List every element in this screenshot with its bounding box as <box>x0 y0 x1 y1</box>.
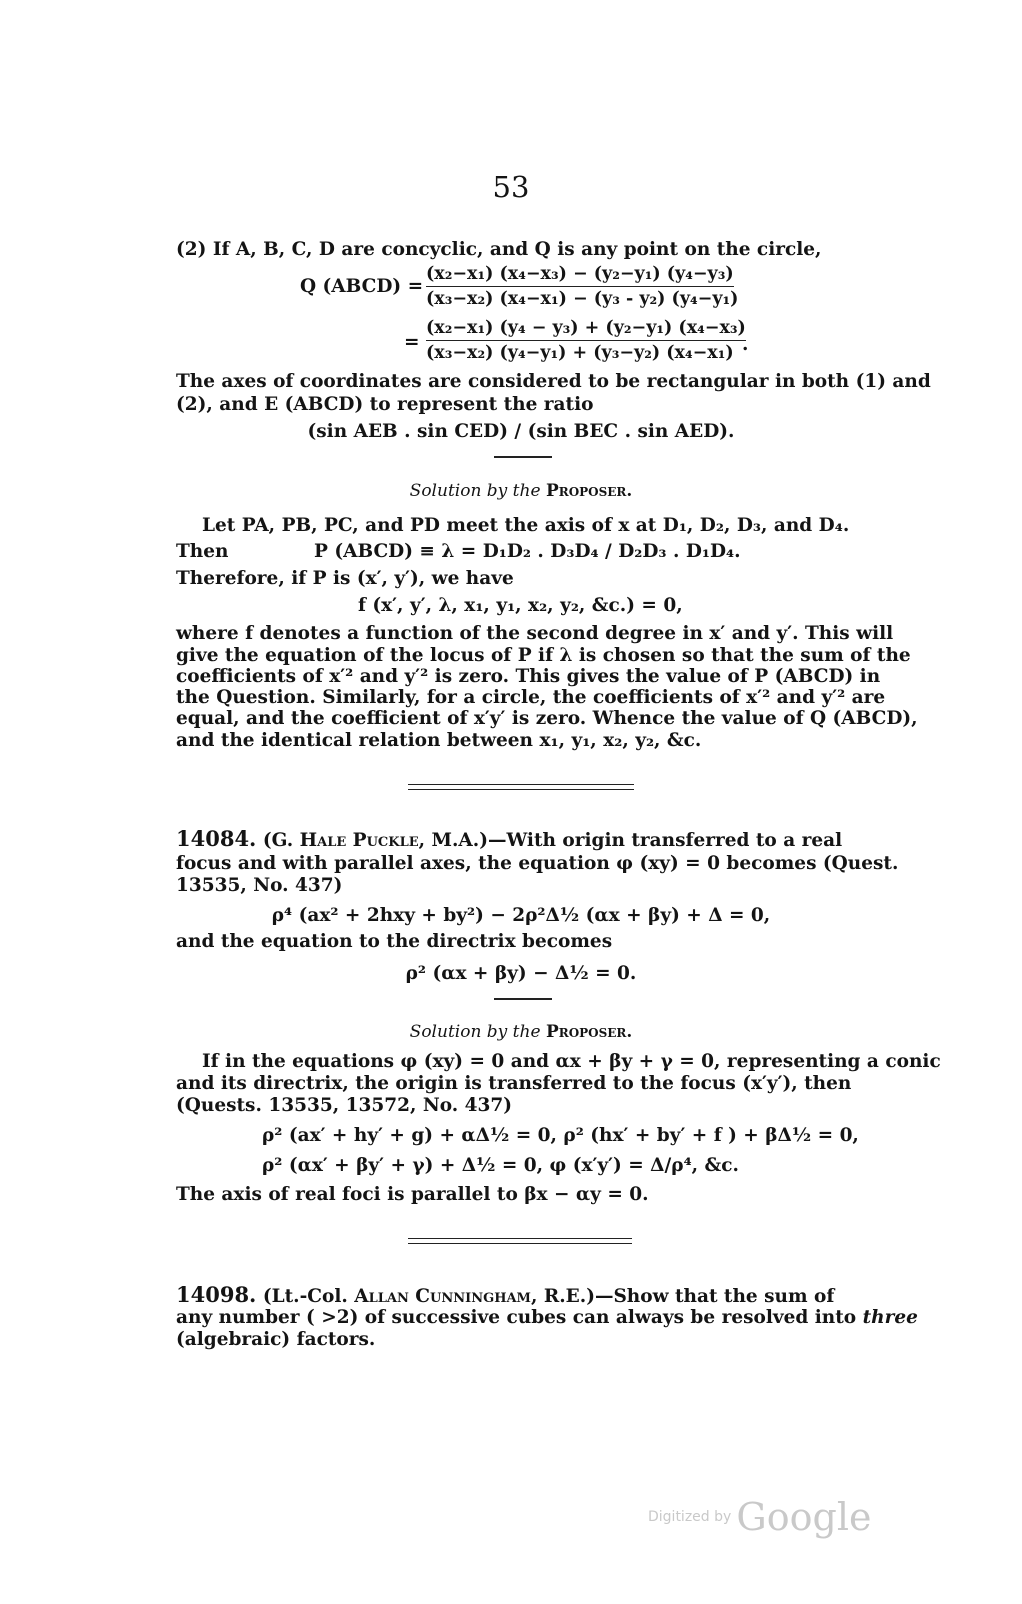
separator-rule-1b <box>408 789 634 790</box>
author-suffix: , R.E.)—Show that the sum of <box>530 1286 835 1307</box>
fraction-2-numerator: (x₂−x₁) (y₄ − y₃) + (y₂−y₁) (x₄−x₃) <box>426 318 746 341</box>
question-number-14084: 14084. <box>176 826 257 851</box>
short-rule-2 <box>494 998 552 1000</box>
solution-1-line-3: Therefore, if P is (x′, y′), we have <box>176 568 514 589</box>
question-14084-line-2: focus and with parallel axes, the equation φ (xy) = 0 becomes (Quest. <box>176 853 899 874</box>
solution-1-line-1: Let PA, PB, PC, and PD meet the axis of x at D₁, D₂, D₃, and D₄. <box>202 515 850 536</box>
author-name: Hale Puckle <box>299 830 419 851</box>
q-lhs: Q (ABCD) = <box>300 276 424 297</box>
question-14084-line-3: 13535, No. 437) <box>176 875 343 896</box>
end-dot: . <box>742 334 749 355</box>
part2-intro: (2) If A, B, C, D are concyclic, and Q is any point on the circle, <box>176 239 822 260</box>
solution-heading-proposer: Proposer. <box>545 481 633 501</box>
ratio-formula: (sin AEB . sin CED) / (sin BEC . sin AED). <box>307 421 735 442</box>
solution-1-para-6: and the identical relation between x₁, y₁, x₂, y₂, &c. <box>176 730 702 751</box>
solution-heading-1 <box>176 481 866 501</box>
solution-1-para-2: give the equation of the locus of P if λ is chosen so that the sum of the <box>176 645 911 666</box>
solution-2-line-1: If in the equations φ (xy) = 0 and αx + βy + γ = 0, representing a conic <box>202 1051 941 1072</box>
solution-2-equation-1: ρ² (ax′ + hy′ + g) + αΔ½ = 0, ρ² (hx′ + by′ + f ) + βΔ½ = 0, <box>262 1125 859 1146</box>
fraction-1 <box>426 264 738 309</box>
author-suffix: , M.A.)—With origin transferred to a real <box>418 830 843 851</box>
question-14098-line-3: (algebraic) factors. <box>176 1329 376 1350</box>
solution-heading-proposer: Proposer. <box>545 1022 633 1042</box>
fraction-1-denominator: (x₃−x₂) (x₄−x₁) − (y₃ - y₂) (y₄−y₁) <box>426 289 739 309</box>
fraction-2 <box>426 318 749 363</box>
author-prefix: (G. <box>262 830 294 851</box>
solution-2-line-2: and its directrix, the origin is transferred to the focus (x′y′), then <box>176 1073 852 1094</box>
solution-heading-italic: Solution by the <box>409 481 541 501</box>
solution-1-para-4: the Question. Similarly, for a circle, the coefficients of x′² and y′² are <box>176 687 886 708</box>
solution-1-cross-ratio: P (ABCD) ≡ λ = D₁D₂ . D₃D₄ / D₂D₃ . D₁D₄. <box>314 541 741 562</box>
watermark-google: Google <box>736 1495 872 1539</box>
author-prefix: (Lt.-Col. <box>262 1286 348 1307</box>
axes-text-line-2: (2), and E (ABCD) to represent the ratio <box>176 394 594 415</box>
solution-1-para-1: where f denotes a function of the second degree in x′ and y′. This will <box>176 623 894 644</box>
solution-2-line-4: The axis of real foci is parallel to βx − αy = 0. <box>176 1184 649 1205</box>
equals-sign-2: = <box>404 332 420 353</box>
solution-1-then: Then <box>176 541 229 562</box>
short-rule <box>494 456 552 458</box>
question-14098-line-2-text: any number ( >2) of successive cubes can always be resolved into <box>176 1307 857 1328</box>
question-number-14098: 14098. <box>176 1282 257 1307</box>
question-14084-equation-2: ρ² (αx + βy) − Δ½ = 0. <box>405 963 637 984</box>
page-number: 53 <box>492 170 530 204</box>
solution-1-para-3: coefficients of x′² and y′² is zero. This gives the value of P (ABCD) in <box>176 666 881 687</box>
separator-rule-2a <box>408 1238 632 1239</box>
solution-heading-2 <box>176 1022 866 1042</box>
separator-rule-2b <box>408 1243 632 1244</box>
fraction-1-numerator: (x₂−x₁) (x₄−x₃) − (y₂−y₁) (y₄−y₃) <box>426 264 734 287</box>
separator-rule-1a <box>408 784 634 785</box>
fraction-2-denominator: (x₃−x₂) (y₄−y₁) + (y₃−y₂) (x₄−x₁) <box>426 343 734 363</box>
author-name: Allan Cunningham <box>354 1286 531 1307</box>
question-14098-three: three <box>862 1307 918 1328</box>
solution-1-para-5: equal, and the coefficient of x′y′ is zero. Whence the value of Q (ABCD), <box>176 708 918 729</box>
solution-2-line-3: (Quests. 13535, 13572, No. 437) <box>176 1095 513 1116</box>
google-watermark <box>648 1495 871 1539</box>
question-14084-line-1 <box>176 827 866 853</box>
axes-text-line-1: The axes of coordinates are considered to be rectangular in both (1) and <box>176 371 931 392</box>
question-14098-line-2 <box>176 1306 918 1330</box>
solution-2-equation-2: ρ² (αx′ + βy′ + γ) + Δ½ = 0, φ (x′y′) = Δ/ρ⁴, &c. <box>262 1155 739 1176</box>
watermark-digitized-by: Digitized by <box>648 1509 732 1525</box>
solution-heading-italic: Solution by the <box>409 1022 541 1042</box>
solution-1-equation: f (x′, y′, λ, x₁, y₁, x₂, y₂, &c.) = 0, <box>358 595 683 616</box>
question-14084-line-4: and the equation to the directrix becomes <box>176 931 613 952</box>
question-14084-equation-1: ρ⁴ (ax² + 2hxy + by²) − 2ρ²Δ½ (αx + βy) + Δ = 0, <box>271 905 771 926</box>
